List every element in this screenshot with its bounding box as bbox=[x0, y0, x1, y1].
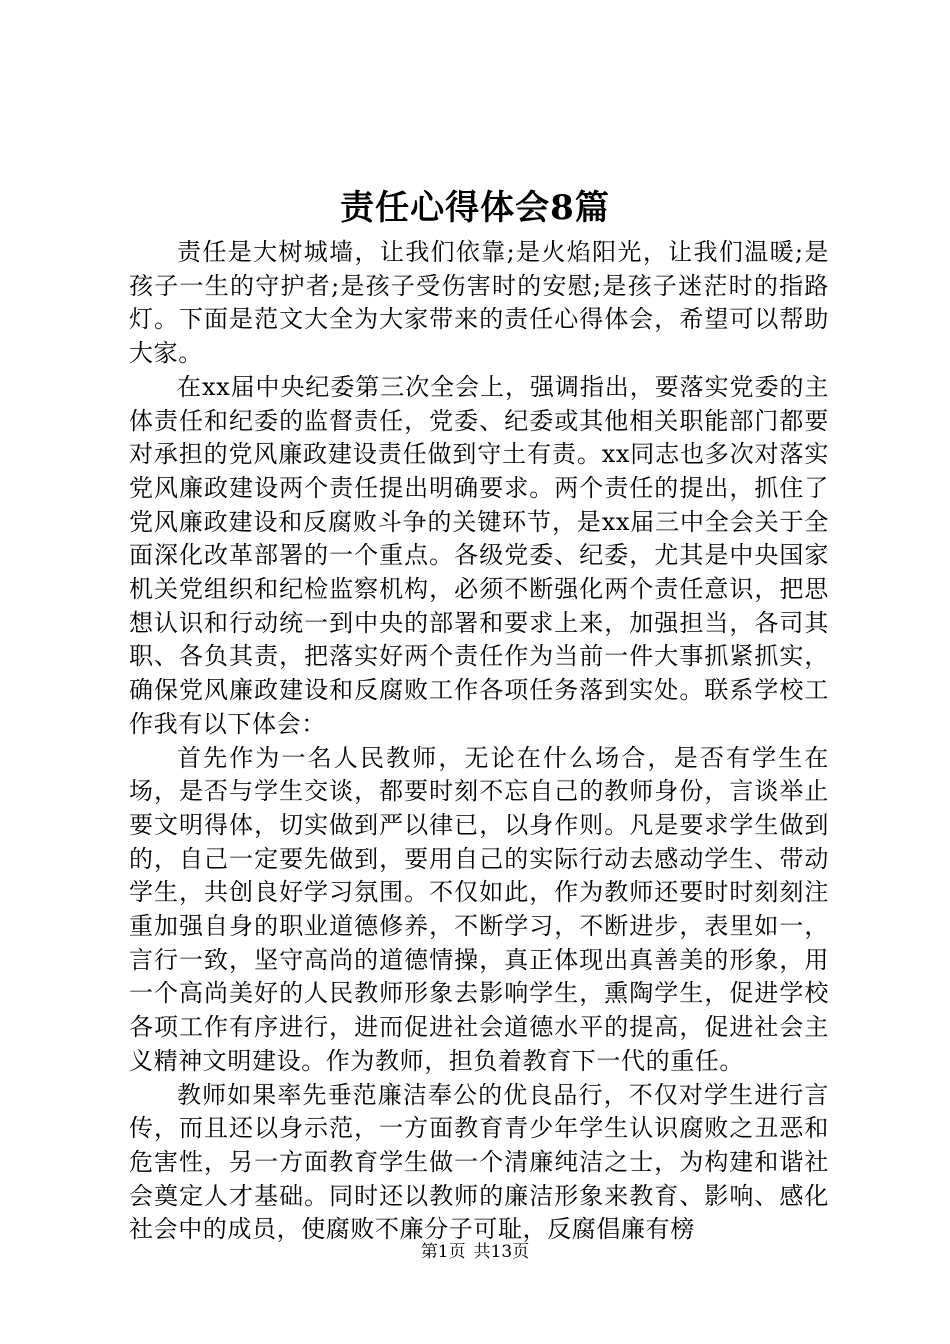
document-title: 责任心得体会8篇 bbox=[340, 188, 610, 228]
paragraph-teacher-example: 教师如果率先垂范廉洁奉公的优良品行，不仅对学生进行言传，而且还以身示范，一方面教育青少年学生认识腐败之丑恶和危害性，另一方面教育学生做一个清廉纯洁之士，为构建和谐社会奠定人才基础。同时还以教师的廉洁形象来教育、影响、感化社会中的成员，使腐败不廉分子可耻，反腐倡廉有榜 bbox=[129, 1080, 829, 1244]
page-number: 第1页 bbox=[420, 1242, 466, 1262]
page-total: 共13页 bbox=[473, 1242, 530, 1262]
paragraph-teacher-role: 首先作为一名人民教师，无论在什么场合，是否有学生在场，是否与学生交谈，都要时刻不忘自己的教师身份，言谈举止要文明得体，切实做到严以律已，以身作则。凡是要求学生做到的，自己一定要先做到，要用自己的实际行动去感动学生、带动学生，共创良好学习氛围。不仅如此，作为教师还要时时刻刻注重加强自身的职业道德修养，不断学习，不断进步，表里如一，言行一致，坚守高尚的道德情操，真正体现出真善美的形象，用一个高尚美好的人民教师形象去影响学生，熏陶学生，促进学校各项工作有序进行，进而促进社会道德水平的提高，促进社会主义精神文明建设。作为教师，担负着教育下一代的重任。 bbox=[129, 743, 829, 1075]
paragraph-two-responsibilities: 在xx届中央纪委第三次全会上，强调指出，要落实党委的主体责任和纪委的监督责任，党委、纪委或其他相关职能部门都要对承担的党风廉政建设责任做到守土有责。xx同志也多次对落实党风廉政建设两个责任提出明确要求。两个责任的提出，抓住了党风廉政建设和反腐败斗争的关键环节，是xx届三中全会关于全面深化改革部署的一个重点。各级党委、纪委，尤其是中央国家机关党组织和纪检监察机构，必须不断强化两个责任意识，把思想认识和行动统一到中央的部署和要求上来，加强担当，各司其职、各负其责，把落实好两个责任作为当前一件大事抓紧抓实，确保党风廉政建设和反腐败工作各项任务落到实处。联系学校工作我有以下体会： bbox=[129, 372, 829, 738]
paragraph-intro: 责任是大树城墙，让我们依靠;是火焰阳光，让我们温暖;是孩子一生的守护者;是孩子受伤害时的安慰;是孩子迷茫时的指路灯。下面是范文大全为大家带来的责任心得体会，希望可以帮助大家。 bbox=[129, 238, 829, 368]
page-footer bbox=[0, 1240, 950, 1264]
document-body bbox=[129, 236, 829, 1247]
